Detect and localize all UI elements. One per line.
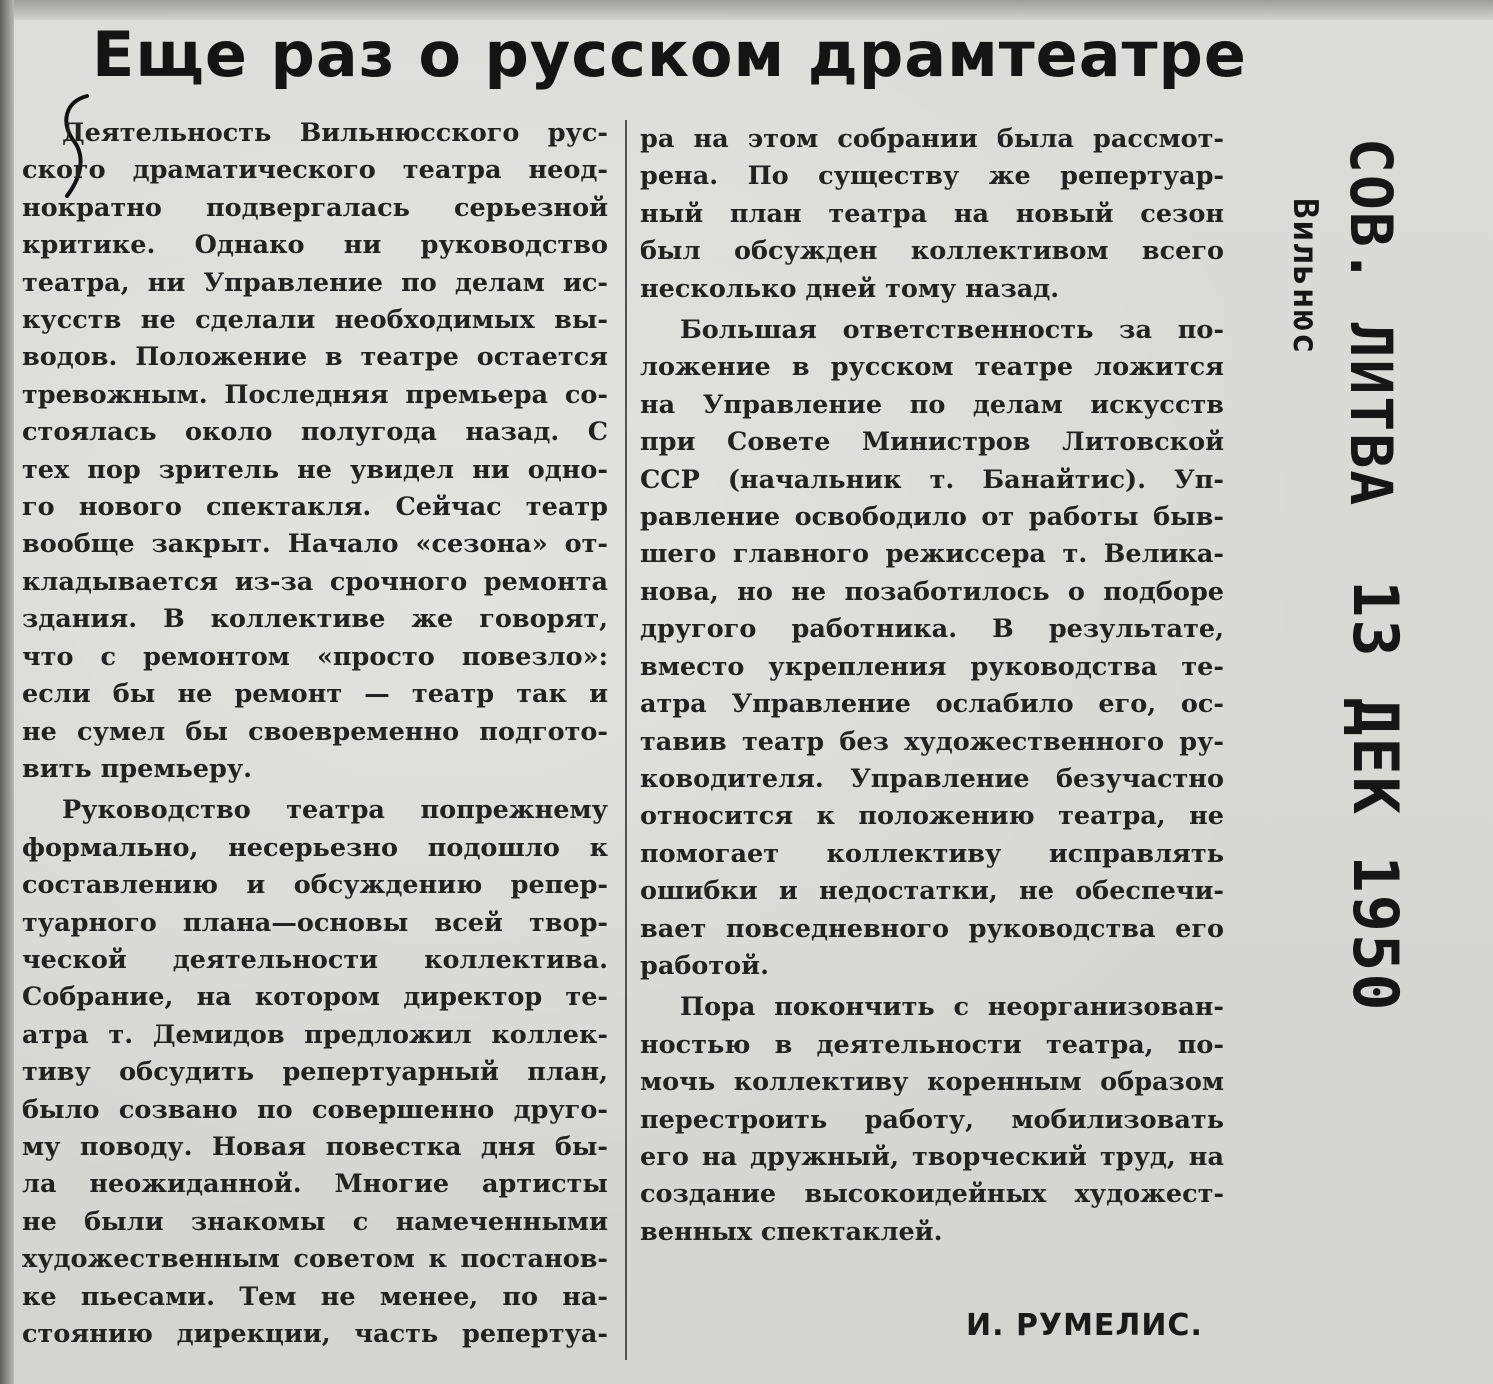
article-column-right: [640, 121, 1224, 1251]
text-line: рена. По существу же репертуар-: [640, 161, 1224, 192]
text-line: работой.: [640, 950, 769, 981]
column-divider: [625, 120, 627, 1360]
text-line: ошибки и недостатки, не обеспечи-: [640, 876, 1224, 907]
text-line: вместо укрепления руководства те-: [640, 651, 1224, 682]
text-line: тавив театр без художественного ру-: [640, 726, 1224, 757]
text-line: вает повседневного руководства его: [640, 913, 1224, 944]
text-line: туарного плана—основы всей твор-: [22, 907, 608, 938]
text-line: был обсужден коллективом всего: [640, 236, 1224, 267]
text-line: его на дружный, творческий труд, на: [640, 1141, 1224, 1172]
text-line: ный план театра на новый сезон: [640, 198, 1224, 229]
text-line: венных спектаклей.: [640, 1216, 943, 1247]
text-line: ководителя. Управление безучастно: [640, 763, 1224, 794]
text-line: ческой деятельности коллектива.: [22, 944, 608, 975]
text-line: ССР (начальник т. Банайтис). Уп-: [640, 464, 1224, 495]
text-line: стоянию дирекции, часть репертуа-: [22, 1319, 608, 1349]
text-line: нова, но не позаботилось о подборе: [640, 576, 1224, 607]
text-line: здания. В коллективе же говорят,: [22, 604, 608, 635]
text-line: не сумел бы своевременно подгото-: [22, 716, 608, 747]
text-line: кладывается из-за срочного ремонта: [22, 566, 608, 597]
article-title: Еще раз о русском драмтеатре: [92, 18, 1247, 91]
text-line: ложение в русском театре ложится: [640, 352, 1224, 383]
text-line: Собрание, на котором директор те-: [22, 982, 608, 1013]
text-line: стоялась около полугода назад. С: [22, 417, 608, 448]
text-line: ра на этом собрании была рассмот-: [640, 124, 1224, 154]
text-line: театра, ни Управление по делам ис-: [22, 267, 608, 298]
text-line: равление освободило от работы быв-: [640, 502, 1224, 533]
text-line: другого работника. В результате,: [640, 614, 1224, 645]
text-line: кусств не сделали необходимых вы-: [22, 305, 608, 336]
text-line: если бы не ремонт — театр так и: [22, 679, 608, 710]
stamp-city: Вильнюс: [1285, 198, 1325, 356]
text-line: было созвано по совершенно друго-: [22, 1094, 608, 1125]
text-line: Деятельность Вильнюсского рус-: [62, 118, 608, 148]
stamp-date: 13 ДЕК 1950: [1339, 580, 1412, 1013]
text-line: нократно подвергалась серьезной: [22, 192, 608, 223]
text-line: Руководство театра попрежнему: [62, 795, 608, 826]
text-line: ла неожиданной. Многие артисты: [22, 1169, 608, 1200]
text-line: критике. Однако ни руководство: [22, 230, 608, 261]
text-line: му поводу. Новая повестка дня бы-: [22, 1131, 608, 1162]
text-line: тиву обсудить репертуарный план,: [22, 1057, 608, 1088]
text-line: при Совете Министров Литовской: [640, 427, 1224, 458]
text-line: ностью в деятельности театра, по-: [640, 1029, 1224, 1060]
text-line: го нового спектакля. Сейчас театр: [22, 492, 608, 523]
text-line: художественным советом к постанов-: [22, 1244, 608, 1275]
text-line: Пора покончить с неорганизован-: [680, 992, 1224, 1023]
text-line: формально, несерьезно подошло к: [22, 832, 608, 863]
text-line: перестроить работу, мобилизовать: [640, 1104, 1224, 1135]
text-line: на Управление по делам искусств: [640, 389, 1224, 420]
author-signature: И. РУМЕЛИС.: [966, 1308, 1203, 1343]
text-line: не были знакомы с намеченными: [22, 1206, 608, 1237]
text-line: мочь коллективу коренным образом: [640, 1067, 1224, 1098]
text-line: шего главного режиссера т. Велика-: [640, 539, 1224, 570]
text-line: ского драматического театра неод-: [22, 155, 608, 186]
text-line: что с ремонтом «просто повезло»:: [22, 641, 608, 672]
stamp-newspaper-name: СОВ. ЛИТВА: [1337, 138, 1405, 508]
text-line: несколько дней тому назад.: [640, 273, 1060, 304]
text-line: Большая ответственность за по-: [680, 315, 1224, 346]
text-line: тех пор зритель не увидел ни одно-: [22, 454, 608, 485]
text-line: относится к положению театра, не: [640, 801, 1224, 832]
text-line: атра Управление ослабило его, ос-: [640, 689, 1224, 720]
text-line: вить премьеру.: [22, 753, 253, 784]
paper-left-edge: [0, 0, 14, 1384]
text-line: атра т. Демидов предложил коллек-: [22, 1019, 608, 1050]
text-line: тревожным. Последняя премьера со-: [22, 379, 608, 410]
text-line: ке пьесами. Тем не менее, по на-: [22, 1281, 608, 1312]
text-line: вообще закрыт. Начало «сезона» от-: [22, 529, 608, 560]
text-line: помогает коллективу исправлять: [640, 838, 1224, 869]
article-column-left: [22, 115, 608, 1353]
text-line: водов. Положение в театре остается: [22, 342, 608, 373]
text-line: составлению и обсуждению репер-: [22, 870, 608, 901]
paper-top-edge: [0, 0, 1493, 20]
text-line: создание высокоидейных художест-: [640, 1179, 1224, 1210]
